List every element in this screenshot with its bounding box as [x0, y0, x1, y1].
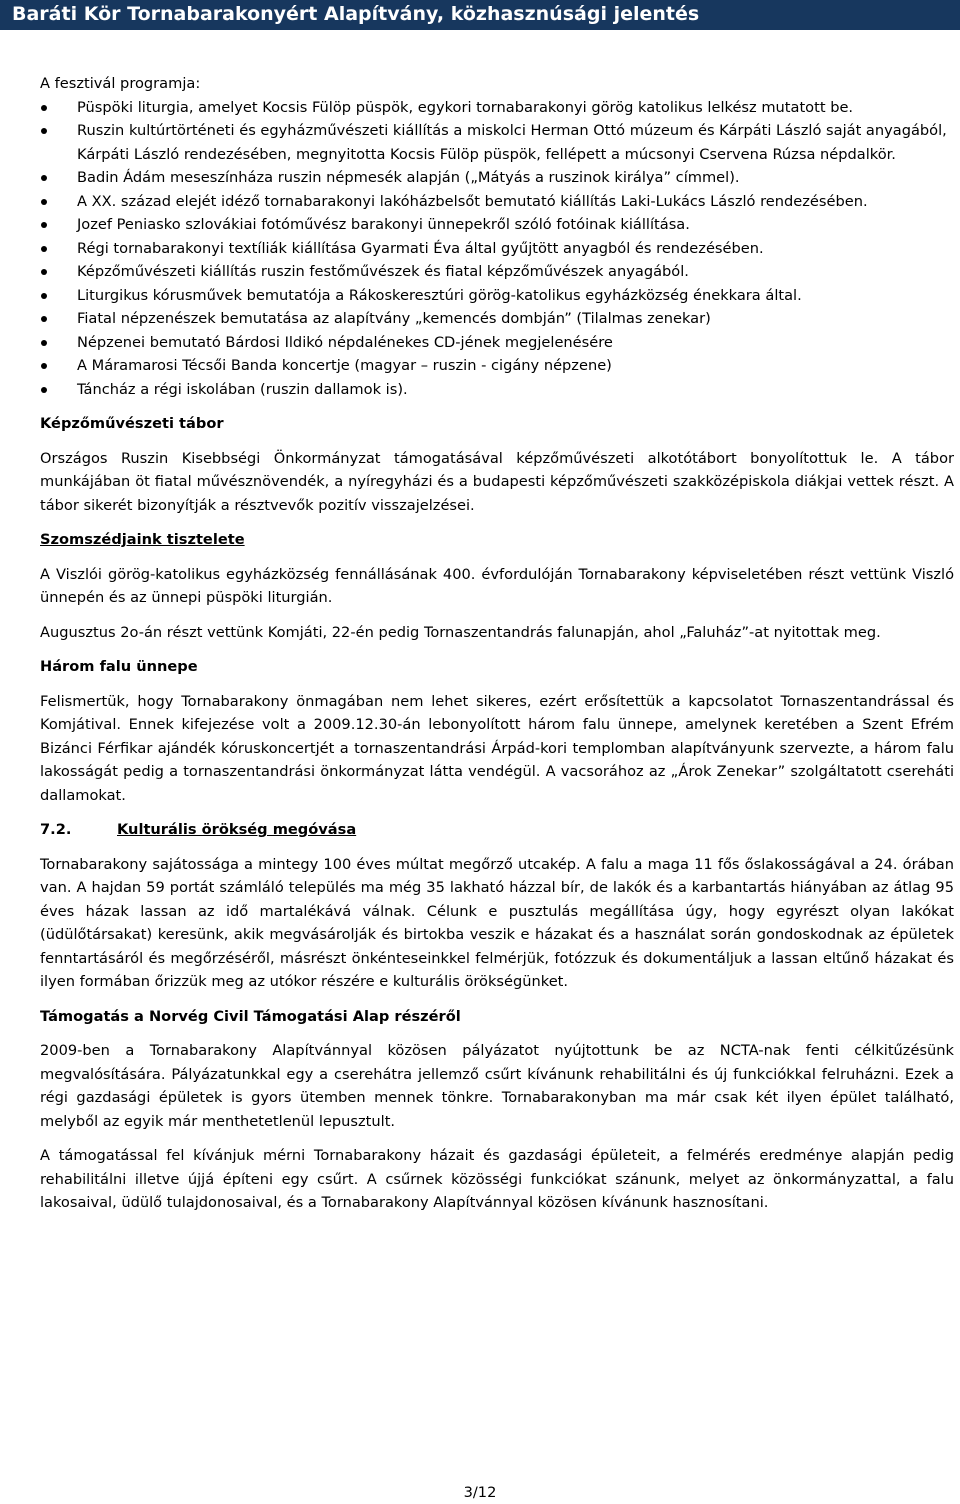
- bullet-icon: [41, 246, 47, 252]
- document-title: Baráti Kör Tornabarakonyért Alapítvány, közhasznúsági jelentés: [12, 3, 700, 25]
- section-heading-norveg: Támogatás a Norvég Civil Támogatási Alap részéről: [40, 1007, 461, 1025]
- bullet-icon: [41, 128, 47, 134]
- norveg-paragraph-2: A támogatással fel kívánjuk mérni Tornabarakony házait és gazdasági épületeit, a felmérés eredménye alapján pedig rehabilitálni illetve újjá építeni egy csűrt. A csűrnek közösségi funkciókat szánunk, melyet az önkormányzattal, a falu lakosaival, üdülő tulajdonosaival, és a Tornabarakony Alapítvánnyal közösen kívánunk hasznosítani.: [40, 1147, 954, 1211]
- szomszed-paragraph-2: Augusztus 2o-án részt vettünk Komjáti, 22-én pedig Tornaszentandrás falunapján, ahol „Faluház”-at nyitottak meg.: [40, 623, 881, 641]
- section-7-2-paragraph: Tornabarakony sajátossága a mintegy 100 éves múltat megőrző utcakép. A falu a maga 11 fős őslakosságával a 24. órában van. A hajdan 59 portát számláló település ma még 35 lakható házzal bír, de lakók és a karbantartás hiányában az átlag 95 éves házak lassan az idő martalékává válnak. Célunk e pusztulás megállítása úgy, hogy egyrészt olyan lakókat (üdülőtársakat) keresünk, akik megvásárolják és birtokba veszik e házakat és a használat során gondoskodnak az épületek fenntartásáról és megőrzéséről, másrészt önkénteseinkkel felmérjük, fotózzuk és dokumentáljuk a lassan eltűnő házakat és ilyen formában őrizzük meg az utókor részére e kulturális örökségünket.: [40, 855, 954, 990]
- norveg-paragraph-1: 2009-ben a Tornabarakony Alapítvánnyal közösen pályázatot nyújtottunk be az NCTA-nak fenti célkitűzésünk megvalósítására. Pályázatunkkal egy a cserehátra jellemző csűrt kívánunk rehabilitálni és új funkciókkal felruházni. Ezek a régi gazdasági épületek is gyors ütemben mennek tönkre. Tornabarakonyban ma már csak két ilyen épület található, melyből az egyik már menthetetlenül lepusztult.: [40, 1042, 954, 1130]
- section-heading-harom: Három falu ünnepe: [40, 658, 198, 675]
- list-item: Püspöki liturgia, amelyet Kocsis Fülöp püspök, egykori tornabarakonyi görög katolikus lelkész mutatott be.: [40, 96, 954, 120]
- bullet-icon: [41, 316, 47, 322]
- section-heading-7-2: [40, 818, 954, 842]
- page-number: 3/12: [463, 1484, 497, 1501]
- section-title: Kulturális örökség megóvása: [117, 821, 357, 838]
- bullet-icon: [41, 293, 47, 299]
- bullet-icon: [41, 199, 47, 205]
- program-label: A fesztivál programja:: [40, 75, 201, 92]
- header-bar: [0, 0, 960, 30]
- list-item: Népzenei bemutató Bárdosi Ildikó népdalénekes CD-jének megjelenésére: [40, 331, 954, 355]
- list-item: Ruszin kultúrtörténeti és egyházművészeti kiállítás a miskolci Herman Ottó múzeum és Kárpáti László saját anyagából, Kárpáti László rendezésében, megnyitotta Kocsis Fülöp püspök, fellépett a múcsonyi Cservena Rúzsa népdalkör.: [40, 119, 954, 166]
- list-item: Jozef Peniasko szlovákiai fotóművész barakonyi ünnepekről szóló fotóinak kiállítása.: [40, 213, 954, 237]
- bullet-icon: [41, 222, 47, 228]
- harom-paragraph: Felismertük, hogy Tornabarakony önmagában nem lehet sikeres, ezért erősítettük a kapcsolatot Tornaszentandrással és Komjátival. Ennek kifejezése volt a 2009.12.30-án lebonyolított három falu ünnepe, amelynek keretében a Szent Efrém Bizánci Férfikar ajándék kóruskoncertjét a tornaszentandrási Árpád-kori templomban alapítványunk szervezte, a három falu lakosságát pedig a tornaszentandrási önkormányzat látta vendégül. A vacsorához az „Árok Zenekar” szolgáltatott csereháti dallamokat.: [40, 692, 954, 804]
- bullet-icon: [41, 363, 47, 369]
- list-item: Liturgikus kórusművek bemutatója a Rákoskeresztúri görög-katolikus egyházközség énekkara által.: [40, 284, 954, 308]
- list-item: Táncház a régi iskolában (ruszin dallamok is).: [40, 378, 954, 402]
- list-item: Fiatal népzenészek bemutatása az alapítvány „kemencés dombján” (Tilalmas zenekar): [40, 307, 954, 331]
- page-content: [40, 72, 954, 1226]
- tabor-paragraph: Országos Ruszin Kisebbségi Önkormányzat támogatásával képzőművészeti alkotótábort bonyolítottuk le. A tábor munkájában öt fiatal művésznövendék, a nyíregyházi és a budapesti képzőművészeti szakközépiskola diákjai vettek részt. A tábor sikerét bizonyítják a résztvevők pozitív visszajelzései.: [40, 449, 954, 514]
- list-item: Badin Ádám meseszínháza ruszin népmesék alapján („Mátyás a ruszinok királya” címmel).: [40, 166, 954, 190]
- list-item: A XX. század elejét idéző tornabarakonyi lakóházbelsőt bemutató kiállítás Laki-Lukács László rendezésében.: [40, 190, 954, 214]
- bullet-icon: [41, 387, 47, 393]
- bullet-icon: [41, 105, 47, 111]
- szomszed-paragraph-1: A Viszlói görög-katolikus egyházközség fennállásának 400. évfordulóján Tornabarakony képviseletében részt vettünk Viszló ünnepén és az ünnepi püspöki liturgián.: [40, 565, 954, 606]
- list-item: Képzőművészeti kiállítás ruszin festőművészek és fiatal képzőművészek anyagából.: [40, 260, 954, 284]
- section-heading-szomszed: Szomszédjaink tisztelete: [40, 531, 245, 548]
- program-list: [40, 96, 954, 402]
- list-item: Régi tornabarakonyi textíliák kiállítása Gyarmati Éva által gyűjtött anyagból és rendezésében.: [40, 237, 954, 261]
- section-number: 7.2.: [40, 821, 72, 838]
- bullet-icon: [41, 269, 47, 275]
- bullet-icon: [41, 340, 47, 346]
- section-heading-tabor: Képzőművészeti tábor: [40, 415, 224, 432]
- bullet-icon: [41, 175, 47, 181]
- list-item: A Máramarosi Técsői Banda koncertje (magyar – ruszin - cigány népzene): [40, 354, 954, 378]
